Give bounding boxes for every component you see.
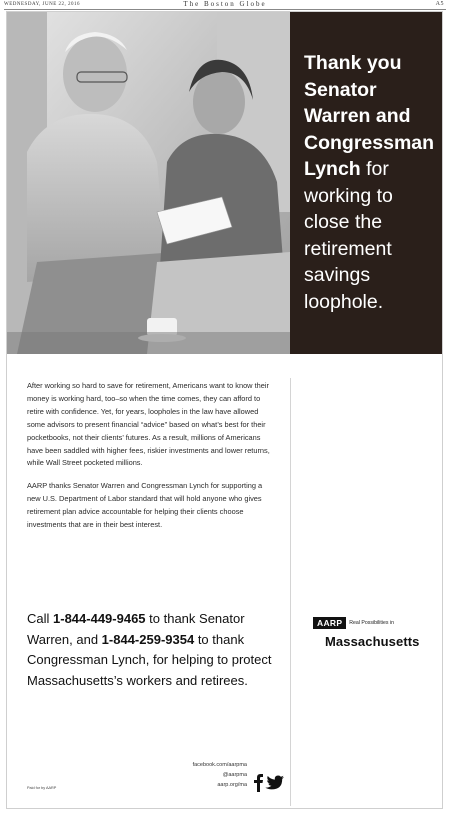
masthead	[0, 0, 450, 10]
cta-mid-1: to thank Senator Warren, and	[27, 611, 245, 647]
cta-call: Call	[27, 611, 54, 626]
masthead-date: WEDNESDAY, JUNE 22, 2016	[4, 2, 81, 7]
couple-photo	[7, 12, 290, 354]
masthead-rule	[4, 9, 446, 10]
website-link[interactable]: aarp.org/ma	[217, 782, 247, 788]
body-copy	[27, 380, 277, 542]
body-paragraph-2: AARP thanks Senator Warren and Congressman Lynch for supporting a new U.S. Department of Labor standard that will hold anyone who gives retirement plan advice accountable for helping their clients choose investments that are in their best interest.	[27, 481, 263, 530]
masthead-page: A5	[435, 1, 444, 7]
facebook-icon[interactable]	[254, 774, 263, 792]
body-paragraph-1: After working so hard to save for retirement, Americans want to know their money is working hard, too–so when the time comes, they can afford to retire with confidence. Yet, for years, loopholes in the law have allowed some advisors to present financial “advice” based on what’s best for their pocketbooks, not their clients’ futures. As a result, millions of Americans have been saddled with higher fees, riskier investments and lower returns, while Wall Street pocketed millions.	[27, 381, 270, 468]
twitter-icon[interactable]	[265, 776, 284, 790]
social-icons	[250, 772, 286, 792]
headline-bold: Thank you Senator Warren and Congressman Lynch	[304, 52, 435, 180]
aarp-brand-mark: AARP	[313, 617, 346, 629]
phone-number-lynch[interactable]: 1-844-259-9354	[101, 631, 195, 647]
paid-for-notice: Paid for by AARP	[27, 786, 57, 790]
headline-panel	[290, 12, 442, 354]
facebook-link[interactable]: facebook.com/aarpma	[192, 762, 247, 768]
couple-photo-illustration	[7, 12, 290, 354]
cta-mid-2: to thank Congressman Lynch, for helping to protect Massachusetts’s workers and retirees.	[27, 631, 272, 688]
aarp-logo	[313, 614, 443, 649]
social-links	[167, 760, 247, 790]
masthead-paper: The Boston Globe	[183, 0, 267, 8]
column-divider	[290, 378, 291, 806]
phone-number-warren[interactable]: 1-844-449-9465	[53, 611, 146, 626]
advertisement	[6, 11, 443, 809]
call-to-action	[27, 609, 287, 691]
headline	[304, 50, 438, 315]
twitter-handle[interactable]: @aarpma	[222, 772, 247, 778]
headline-light: for working to close the retirement savings loophole.	[304, 158, 393, 313]
aarp-tagline: Real Possibilities in	[349, 619, 394, 626]
aarp-state: Massachusetts	[325, 634, 420, 649]
